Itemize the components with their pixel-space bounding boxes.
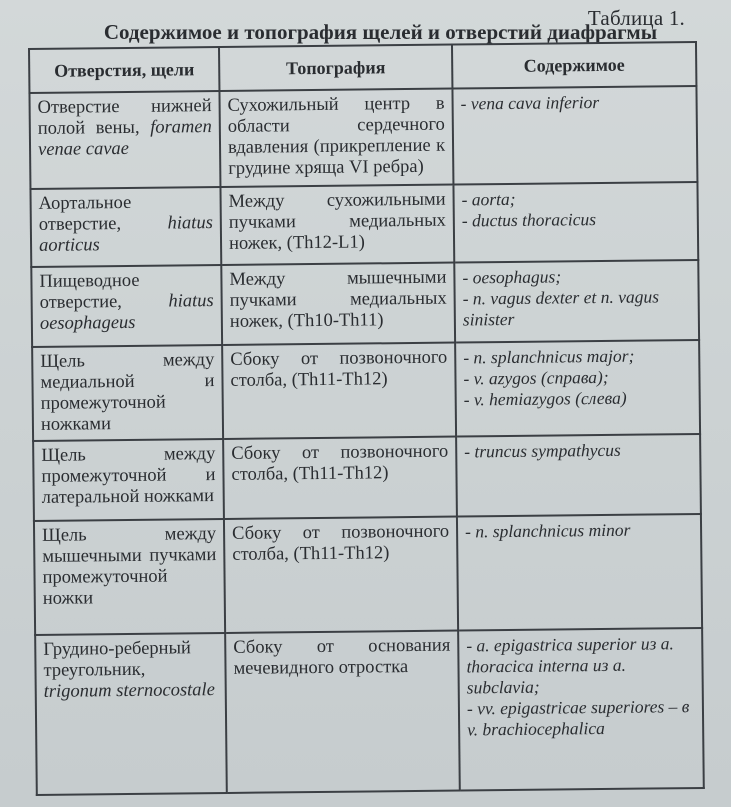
opening-cell: Грудино-реберный треугольник, trigonum sternocostale xyxy=(35,633,227,795)
opening-cell: Щель между мышечными пучками промежуточной ножки xyxy=(34,519,225,635)
header-topography: Топография xyxy=(219,45,452,91)
contents-cell: - n. splanchnicus minor xyxy=(457,514,702,631)
diaphragm-openings-table xyxy=(28,41,705,796)
opening-cell: Щель между медиальной и промежуточной ножками xyxy=(32,345,223,441)
table-title: Содержимое и топография щелей и отверстий диафрагмы xyxy=(103,20,658,44)
header-openings: Отверстия, щели xyxy=(29,47,219,93)
topography-cell: Сухожильный центр в области сердечного вдавления (прикрепление к грудине хряща VI ребра) xyxy=(219,89,453,187)
table-row xyxy=(30,182,698,267)
table-row xyxy=(35,628,704,795)
header-contents: Содержимое xyxy=(452,42,696,89)
topography-cell: Сбоку от основания мечевидного отростка xyxy=(225,631,460,793)
contents-cell: - truncus sympathycus xyxy=(456,434,701,517)
header-row xyxy=(29,42,696,93)
contents-cell: - vena cava inferior xyxy=(452,86,697,185)
table-number: Таблица 1. xyxy=(587,6,685,30)
topography-cell: Сбоку от позвоночного столба, (Th11-Th12) xyxy=(224,517,458,633)
opening-cell: Аортальное отверстие, hiatus aorticus xyxy=(30,187,221,267)
table-row xyxy=(34,514,702,635)
table-row xyxy=(29,86,697,189)
topography-cell: Между сухожильными пучками медиальных ножек, (Th12-L1) xyxy=(220,185,454,265)
opening-cell: Пищеводное отверстие, hiatus oesophageus xyxy=(31,265,222,347)
table-row xyxy=(33,434,701,521)
contents-cell: - oesophagus; - n. vagus dexter et n. vagus sinister xyxy=(454,260,699,343)
contents-cell: - a. epigastrica superior из a. thoracica interna из a. subclavia; - vv. epigastricae superiores – в v. brachiocephalica xyxy=(458,628,704,791)
topography-cell: Сбоку от позвоночного столба, (Th11-Th12) xyxy=(223,437,457,519)
contents-cell: - n. splanchnicus major; - v. azygos (справа); - v. hemiazygos (слева) xyxy=(455,340,700,437)
contents-cell: - aorta; - ductus thoracicus xyxy=(453,182,698,263)
topography-cell: Между мышечными пучками медиальных ножек, (Th10-Th11) xyxy=(221,263,455,345)
table-row xyxy=(32,340,700,441)
opening-cell: Щель между промежуточной и латеральной ножками xyxy=(33,439,224,521)
topography-cell: Сбоку от позвоночного столба, (Th11-Th12) xyxy=(222,343,456,439)
opening-cell: Отверстие нижней полой вены, foramen venae cavae xyxy=(29,91,220,189)
table-row xyxy=(31,260,699,347)
